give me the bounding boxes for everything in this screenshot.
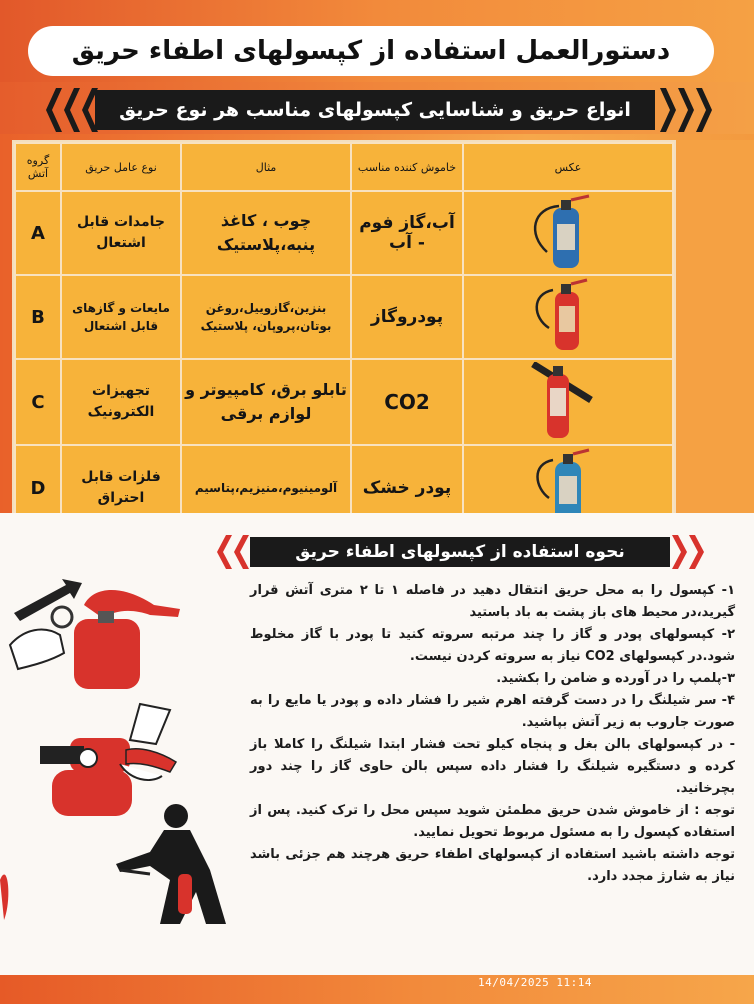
chevron-right-icon (660, 88, 678, 132)
fire-agent: فلزات قابل احتراق (61, 445, 181, 531)
usage-heading: نحوه استفاده از کپسولهای اطفاء حریق (295, 542, 625, 562)
bottom-band (0, 975, 754, 1004)
fire-example: آلومینیوم،منیزیم،پتاسیم (181, 445, 351, 531)
suitable-extinguisher: پودر خشک (351, 445, 463, 531)
extinguisher-image-cell (463, 191, 673, 275)
fire-group: A (15, 191, 61, 275)
usage-heading-box (250, 537, 670, 567)
fire-group: B (15, 275, 61, 359)
instruction-item: - در کپسولهای بالن بغل و پنجاه کیلو تحت فشار ابتدا شیلنگ را کاملا باز کرده و دستگیره شیلنگ را فشار داده سپس بالن حاوی گاز را چند دور بچرخانید. (250, 737, 735, 796)
chevron-right-icon (689, 535, 705, 569)
extinguisher-image-cell (463, 359, 673, 445)
chevron-left-icon (233, 535, 249, 569)
fire-extinguisher-icon (523, 278, 613, 356)
fire-example: بنزین،گازوییل،روغن بوتان،پروپان، پلاستیک (181, 275, 351, 359)
fire-agent: تجهیزات الکترونیک (61, 359, 181, 445)
table-row (15, 191, 673, 275)
instruction-item: توجه : از خاموش شدن حریق مطمئن شوید سپس محل را ترک کنید. پس از استفاده کپسول را به مسئول مربوط تحویل نمایید. (250, 803, 735, 840)
fire-agent: مایعات و گازهای قابل اشتعال (61, 275, 181, 359)
co2-extinguisher-icon (523, 362, 613, 442)
title-box (28, 26, 714, 76)
fire-example: تابلو برق، کامپیوتر و لوازم برقی (181, 359, 351, 445)
fire-group: C (15, 359, 61, 445)
chevron-left-icon (44, 88, 62, 132)
poster-title: دستورالعمل استفاده از کپسولهای اطفاء حریق (71, 36, 671, 66)
usage-instructions (250, 580, 735, 888)
suitable-extinguisher: پودروگاز (351, 275, 463, 359)
header-example: مثال (181, 143, 351, 191)
instruction-item: ۱- کپسول را به محل حریق انتقال دهید در فاصله ۱ تا ۲ متری آتش قرار گیرید،در محیط های باز پشت به باد باستید (250, 583, 735, 620)
table-row (15, 275, 673, 359)
fire-group: D (15, 445, 61, 531)
subtitle-box (95, 90, 655, 130)
instruction-item: ۲- کپسولهای پودر و گاز را چند مرتبه سروته کنید تا پودر با گاز مخلوط شود.در کپسولهای CO2 نیاز به سروته کردن نیست. (250, 627, 735, 664)
header-extinguisher: خاموش کننده مناسب (351, 143, 463, 191)
table-header-row (15, 143, 673, 191)
instruction-item: ۴- سر شیلنگ را در دست گرفته اهرم شیر را فشار داده و پودر یا مایع را به صورت جاروب به زیر آتش بپاشید. (250, 693, 735, 730)
subtitle: انواع حریق و شناسایی کپسولهای مناسب هر نوع حریق (119, 99, 631, 121)
fire-agent: جامدات قابل اشتعال (61, 191, 181, 275)
header-image: عکس (463, 143, 673, 191)
fire-extinguisher-icon (523, 194, 613, 272)
chevron-left-icon (62, 88, 80, 132)
chevron-right-icon (672, 535, 688, 569)
chevron-left-icon (216, 535, 232, 569)
extinguisher-image-cell (463, 275, 673, 359)
header-agent: نوع عامل حریق (61, 143, 181, 191)
pull-pin-illustration (4, 575, 194, 695)
header-group: گروه آتش (15, 143, 61, 191)
chevron-right-icon (678, 88, 696, 132)
instruction-item: ۳-پلمپ را در آورده و ضامن را بکشید. (496, 671, 735, 686)
right-strip (672, 140, 754, 513)
table-row (15, 359, 673, 445)
chevron-right-icon (696, 88, 714, 132)
fire-class-table (12, 140, 676, 517)
photo-timestamp: 14/04/2025 11:14 (478, 976, 592, 989)
fire-example: چوب ، کاغذ پنبه،پلاستیک (181, 191, 351, 275)
suitable-extinguisher: CO2 (351, 359, 463, 445)
suitable-extinguisher: آب،گاز فوم - آب (351, 191, 463, 275)
instruction-item: توجه داشته باشید استفاده از کپسولهای اطفاء حریق هرچند هم جزئی باشد نیاز به شارژ مجدد دارد. (250, 847, 735, 884)
person-spraying-illustration (0, 800, 250, 930)
